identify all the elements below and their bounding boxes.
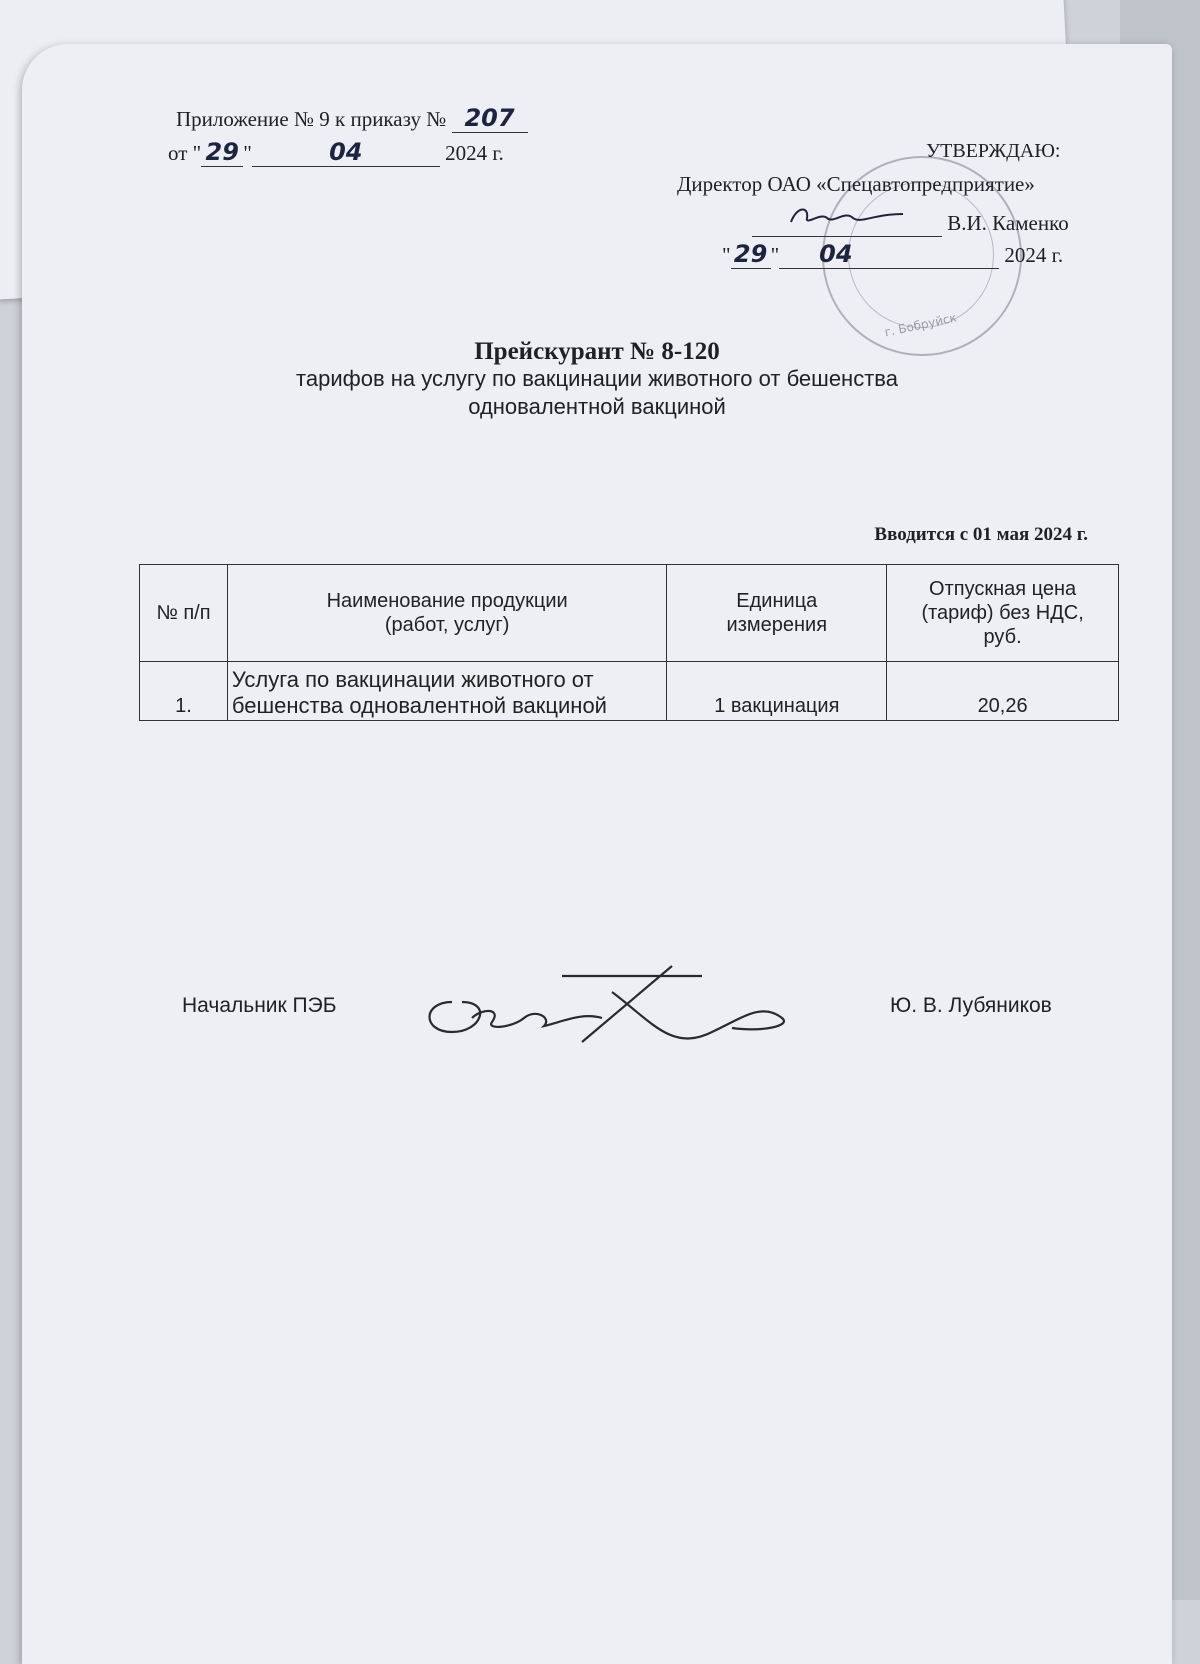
director-name: В.И. Каменко xyxy=(947,211,1069,235)
header-price-line1: Отпускная цена xyxy=(929,578,1077,600)
approval-day: 29 xyxy=(731,240,771,269)
appendix-date-prefix: от " xyxy=(168,141,202,165)
appendix-date-line xyxy=(168,138,504,167)
appendix-year: 2024 г. xyxy=(445,141,504,165)
row-num: 1. xyxy=(140,662,228,721)
approval-month: 04 xyxy=(779,240,999,269)
approval-signature-line xyxy=(752,204,1069,237)
stamp-city: г. Бобруйск xyxy=(883,310,958,340)
row-price: 20,26 xyxy=(887,662,1119,721)
order-number: 207 xyxy=(452,104,528,133)
header-name-line1: Наименование продукции xyxy=(326,590,568,612)
price-list-page xyxy=(22,44,1172,1664)
header-unit-line2: измерения xyxy=(726,614,828,636)
approval-year: 2024 г. xyxy=(1004,243,1064,267)
table-header-row xyxy=(140,565,1119,662)
appendix-prefix: Приложение № 9 к приказу № xyxy=(176,107,447,131)
signer-position: Начальник ПЭБ xyxy=(182,994,337,1017)
director-signature-slot xyxy=(752,204,942,237)
header-unit xyxy=(667,565,887,662)
row-name xyxy=(227,662,667,721)
appendix-month: 04 xyxy=(252,138,440,167)
row-name-line2: бешенства одновалентной вакциной xyxy=(231,692,607,718)
approval-date-line: " 29 " 04 2024 г. xyxy=(722,240,1064,268)
appendix-day: 29 xyxy=(201,138,243,167)
signer-name: Ю. В. Лубяников xyxy=(890,994,1052,1017)
document-title: Прейскурант № 8-120 xyxy=(474,338,720,365)
director-signature xyxy=(787,204,907,230)
appendix-line xyxy=(176,104,528,133)
head-signature xyxy=(412,962,792,1052)
document-subtitle-line1: тарифов на услугу по вакцинации животного от бешенства xyxy=(296,366,898,391)
appendix-date-mid: " xyxy=(243,141,252,165)
effective-date: Вводится с 01 мая 2024 г. xyxy=(874,524,1088,545)
header-name-line2: (работ, услуг) xyxy=(384,614,510,636)
approval-title: УТВЕРЖДАЮ: xyxy=(926,140,1061,162)
header-name xyxy=(227,565,667,662)
header-price xyxy=(887,565,1119,662)
header-price-line2: (тариф) без НДС, xyxy=(921,602,1084,624)
document-subtitle-line2: одновалентной вакциной xyxy=(468,394,726,419)
row-unit: 1 вакцинация xyxy=(667,662,887,721)
header-num: № п/п xyxy=(140,565,228,662)
row-name-line1: Услуга по вакцинации животного от xyxy=(231,667,594,693)
table-row xyxy=(140,662,1119,721)
tariff-table xyxy=(139,564,1119,721)
approval-position: Директор ОАО «Спецавтопредприятие» xyxy=(677,172,1035,196)
header-unit-line1: Единица xyxy=(736,590,818,612)
header-price-line3: руб. xyxy=(983,626,1022,648)
